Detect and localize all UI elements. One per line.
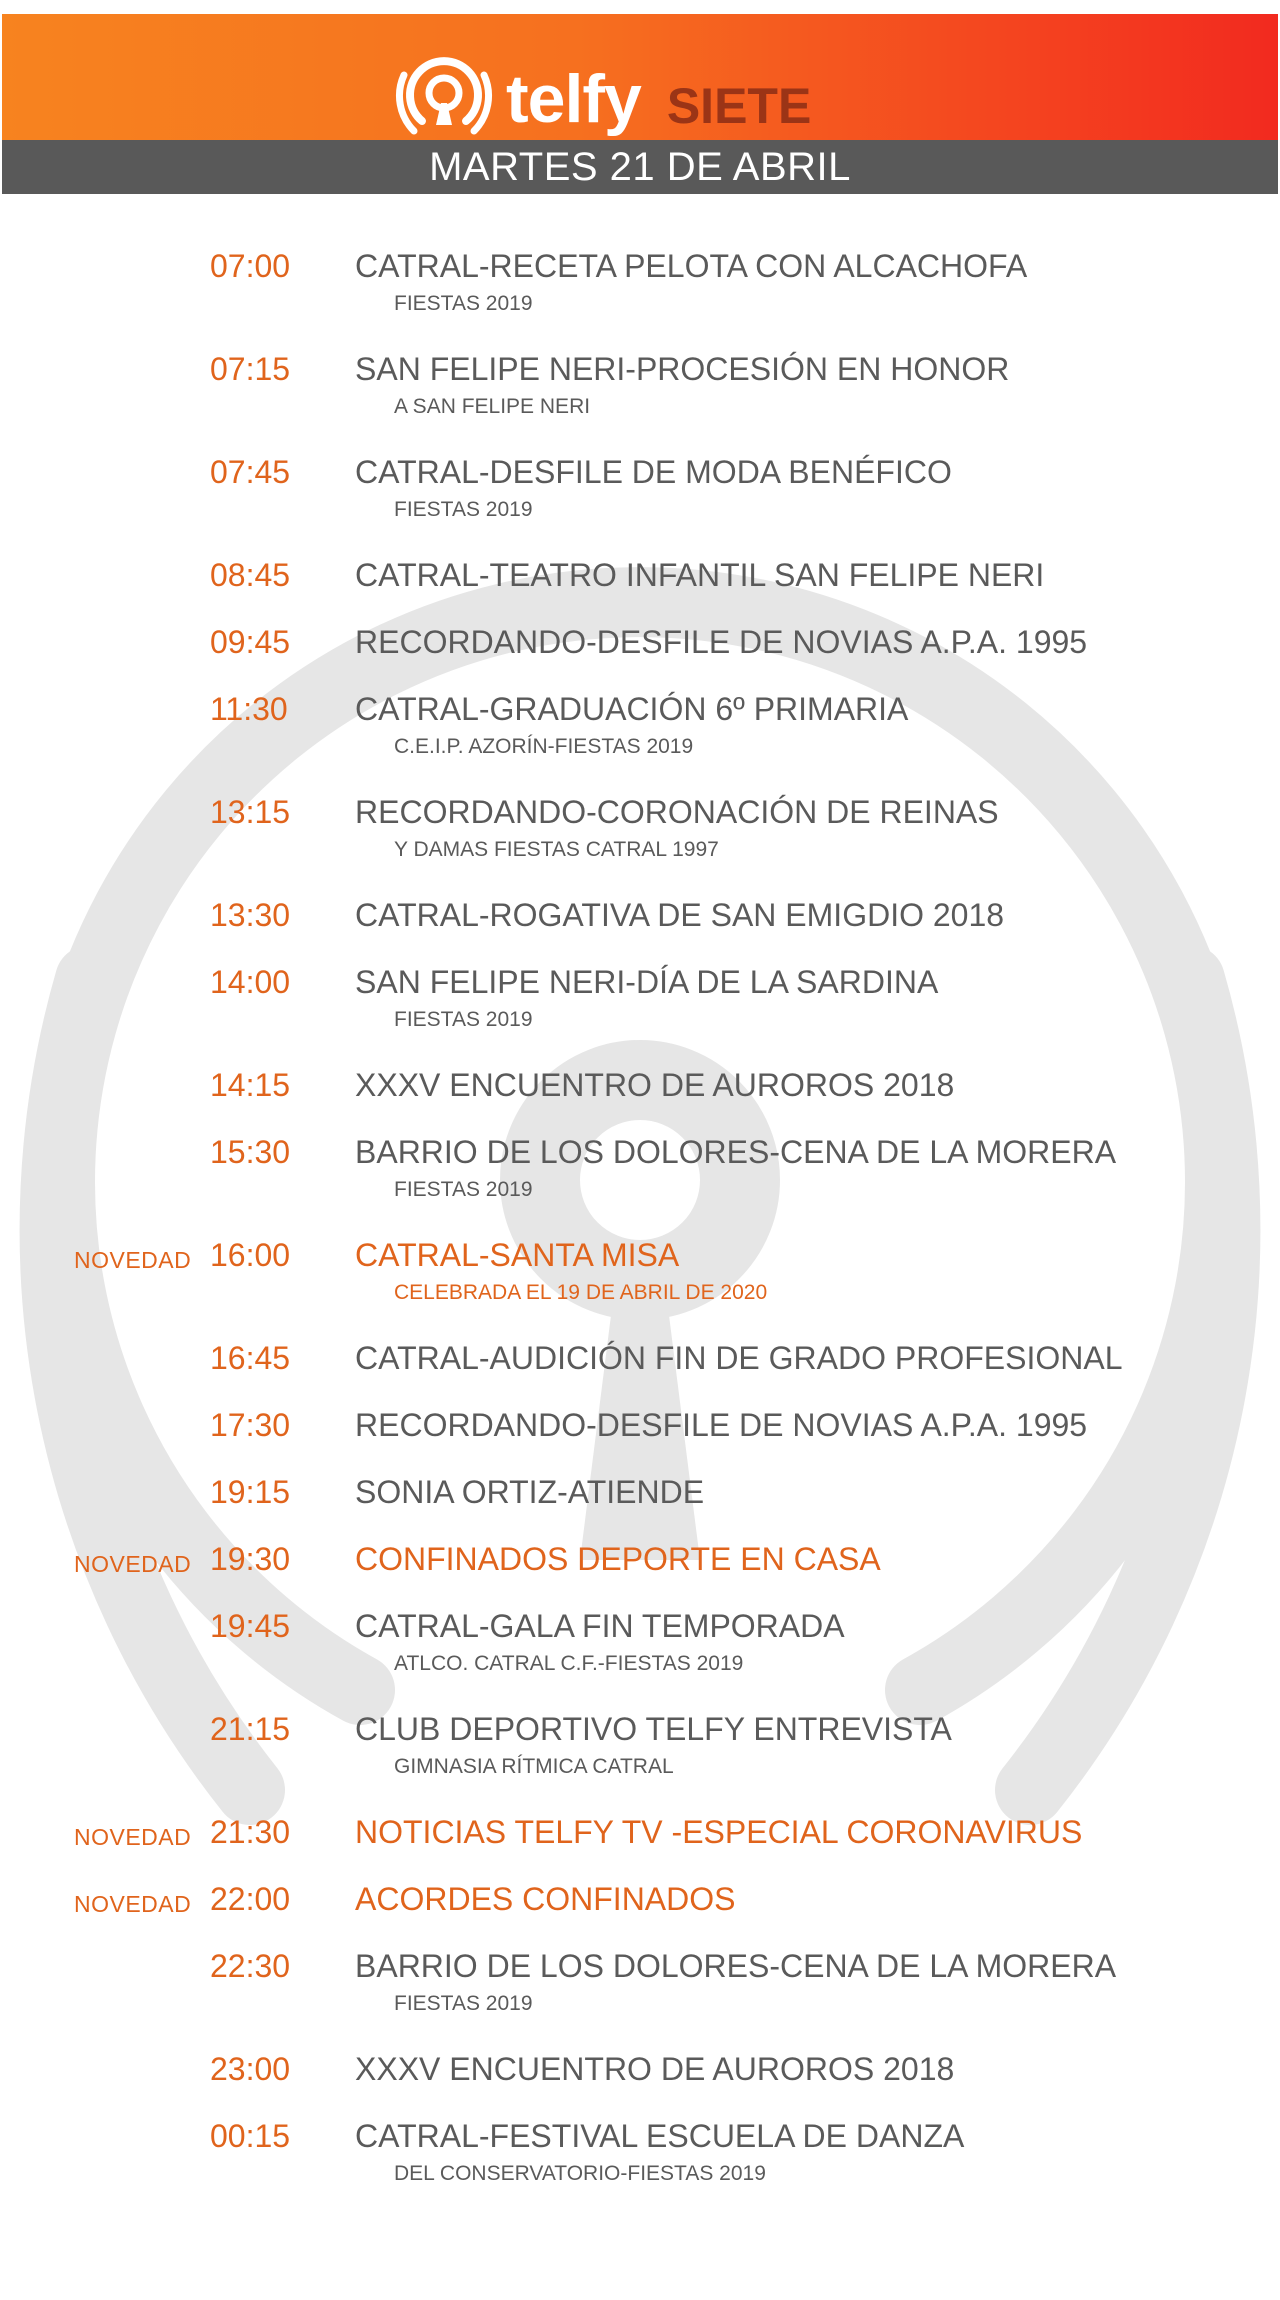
program-subtitle: ATLCO. CATRAL C.F.-FIESTAS 2019 bbox=[394, 1652, 744, 1675]
program-time: 15:30 bbox=[210, 1134, 291, 1170]
program-subtitle: GIMNASIA RÍTMICA CATRAL bbox=[394, 1755, 674, 1778]
program-title: CATRAL-GRADUACIÓN 6º PRIMARIA bbox=[355, 691, 909, 727]
program-title: NOTICIAS TELFY TV -ESPECIAL CORONAVIRUS bbox=[355, 1814, 1083, 1850]
program-subtitle: FIESTAS 2019 bbox=[394, 1178, 533, 1201]
novedad-badge: NOVEDAD bbox=[74, 1247, 192, 1273]
novedad-badge: NOVEDAD bbox=[74, 1551, 192, 1577]
program-time: 19:30 bbox=[210, 1541, 291, 1577]
program-title: RECORDANDO-DESFILE DE NOVIAS A.P.A. 1995 bbox=[355, 1407, 1088, 1443]
program-title: BARRIO DE LOS DOLORES-CENA DE LA MORERA bbox=[355, 1948, 1117, 1984]
program-subtitle: C.E.I.P. AZORÍN-FIESTAS 2019 bbox=[394, 735, 694, 758]
program-time: 13:15 bbox=[210, 794, 291, 830]
program-title: RECORDANDO-DESFILE DE NOVIAS A.P.A. 1995 bbox=[355, 624, 1088, 660]
program-subtitle: CELEBRADA EL 19 DE ABRIL DE 2020 bbox=[394, 1281, 768, 1304]
program-time: 17:30 bbox=[210, 1407, 291, 1443]
program-subtitle: A SAN FELIPE NERI bbox=[394, 395, 591, 418]
program-time: 00:15 bbox=[210, 2118, 291, 2154]
program-time: 22:30 bbox=[210, 1948, 291, 1984]
program-title: ACORDES CONFINADOS bbox=[355, 1881, 736, 1917]
program-subtitle: Y DAMAS FIESTAS CATRAL 1997 bbox=[394, 838, 719, 861]
program-time: 09:45 bbox=[210, 624, 291, 660]
program-time: 19:15 bbox=[210, 1474, 291, 1510]
program-time: 16:00 bbox=[210, 1237, 291, 1273]
program-title: SONIA ORTIZ-ATIENDE bbox=[355, 1474, 705, 1510]
program-time: 22:00 bbox=[210, 1881, 291, 1917]
program-time: 16:45 bbox=[210, 1340, 291, 1376]
program-time: 23:00 bbox=[210, 2051, 291, 2087]
program-title: CATRAL-SANTA MISA bbox=[355, 1237, 680, 1273]
program-time: 07:00 bbox=[210, 248, 291, 284]
program-time: 14:15 bbox=[210, 1067, 291, 1103]
program-title: BARRIO DE LOS DOLORES-CENA DE LA MORERA bbox=[355, 1134, 1117, 1170]
brand-name: telfy bbox=[506, 61, 641, 137]
program-time: 08:45 bbox=[210, 557, 291, 593]
program-title: SAN FELIPE NERI-PROCESIÓN EN HONOR bbox=[355, 351, 1010, 387]
program-subtitle: FIESTAS 2019 bbox=[394, 1008, 533, 1031]
program-subtitle: FIESTAS 2019 bbox=[394, 292, 533, 315]
channel-name: SIETE bbox=[666, 78, 812, 134]
program-subtitle: FIESTAS 2019 bbox=[394, 498, 533, 521]
program-title: CLUB DEPORTIVO TELFY ENTREVISTA bbox=[355, 1711, 952, 1747]
program-subtitle: FIESTAS 2019 bbox=[394, 1992, 533, 2015]
program-title: SAN FELIPE NERI-DÍA DE LA SARDINA bbox=[355, 964, 939, 1000]
program-time: 07:15 bbox=[210, 351, 291, 387]
program-title: CONFINADOS DEPORTE EN CASA bbox=[355, 1541, 881, 1577]
program-time: 14:00 bbox=[210, 964, 291, 1000]
program-time: 19:45 bbox=[210, 1608, 291, 1644]
schedule-date: MARTES 21 DE ABRIL bbox=[429, 145, 851, 189]
program-title: CATRAL-ROGATIVA DE SAN EMIGDIO 2018 bbox=[355, 897, 1005, 933]
novedad-badge: NOVEDAD bbox=[74, 1891, 192, 1917]
program-title: CATRAL-DESFILE DE MODA BENÉFICO bbox=[355, 454, 952, 490]
program-time: 13:30 bbox=[210, 897, 291, 933]
program-title: XXXV ENCUENTRO DE AUROROS 2018 bbox=[355, 1067, 955, 1103]
program-subtitle: DEL CONSERVATORIO-FIESTAS 2019 bbox=[394, 2162, 766, 2185]
program-title: CATRAL-AUDICIÓN FIN DE GRADO PROFESIONAL bbox=[355, 1340, 1123, 1376]
program-time: 21:30 bbox=[210, 1814, 291, 1850]
program-time: 21:15 bbox=[210, 1711, 291, 1747]
program-title: CATRAL-TEATRO INFANTIL SAN FELIPE NERI bbox=[355, 557, 1045, 593]
program-title: XXXV ENCUENTRO DE AUROROS 2018 bbox=[355, 2051, 955, 2087]
program-title: CATRAL-GALA FIN TEMPORADA bbox=[355, 1608, 845, 1644]
program-title: RECORDANDO-CORONACIÓN DE REINAS bbox=[355, 794, 999, 830]
program-title: CATRAL-FESTIVAL ESCUELA DE DANZA bbox=[355, 2118, 965, 2154]
novedad-badge: NOVEDAD bbox=[74, 1824, 192, 1850]
program-time: 07:45 bbox=[210, 454, 291, 490]
program-title: CATRAL-RECETA PELOTA CON ALCACHOFA bbox=[355, 248, 1028, 284]
program-time: 11:30 bbox=[210, 691, 288, 727]
